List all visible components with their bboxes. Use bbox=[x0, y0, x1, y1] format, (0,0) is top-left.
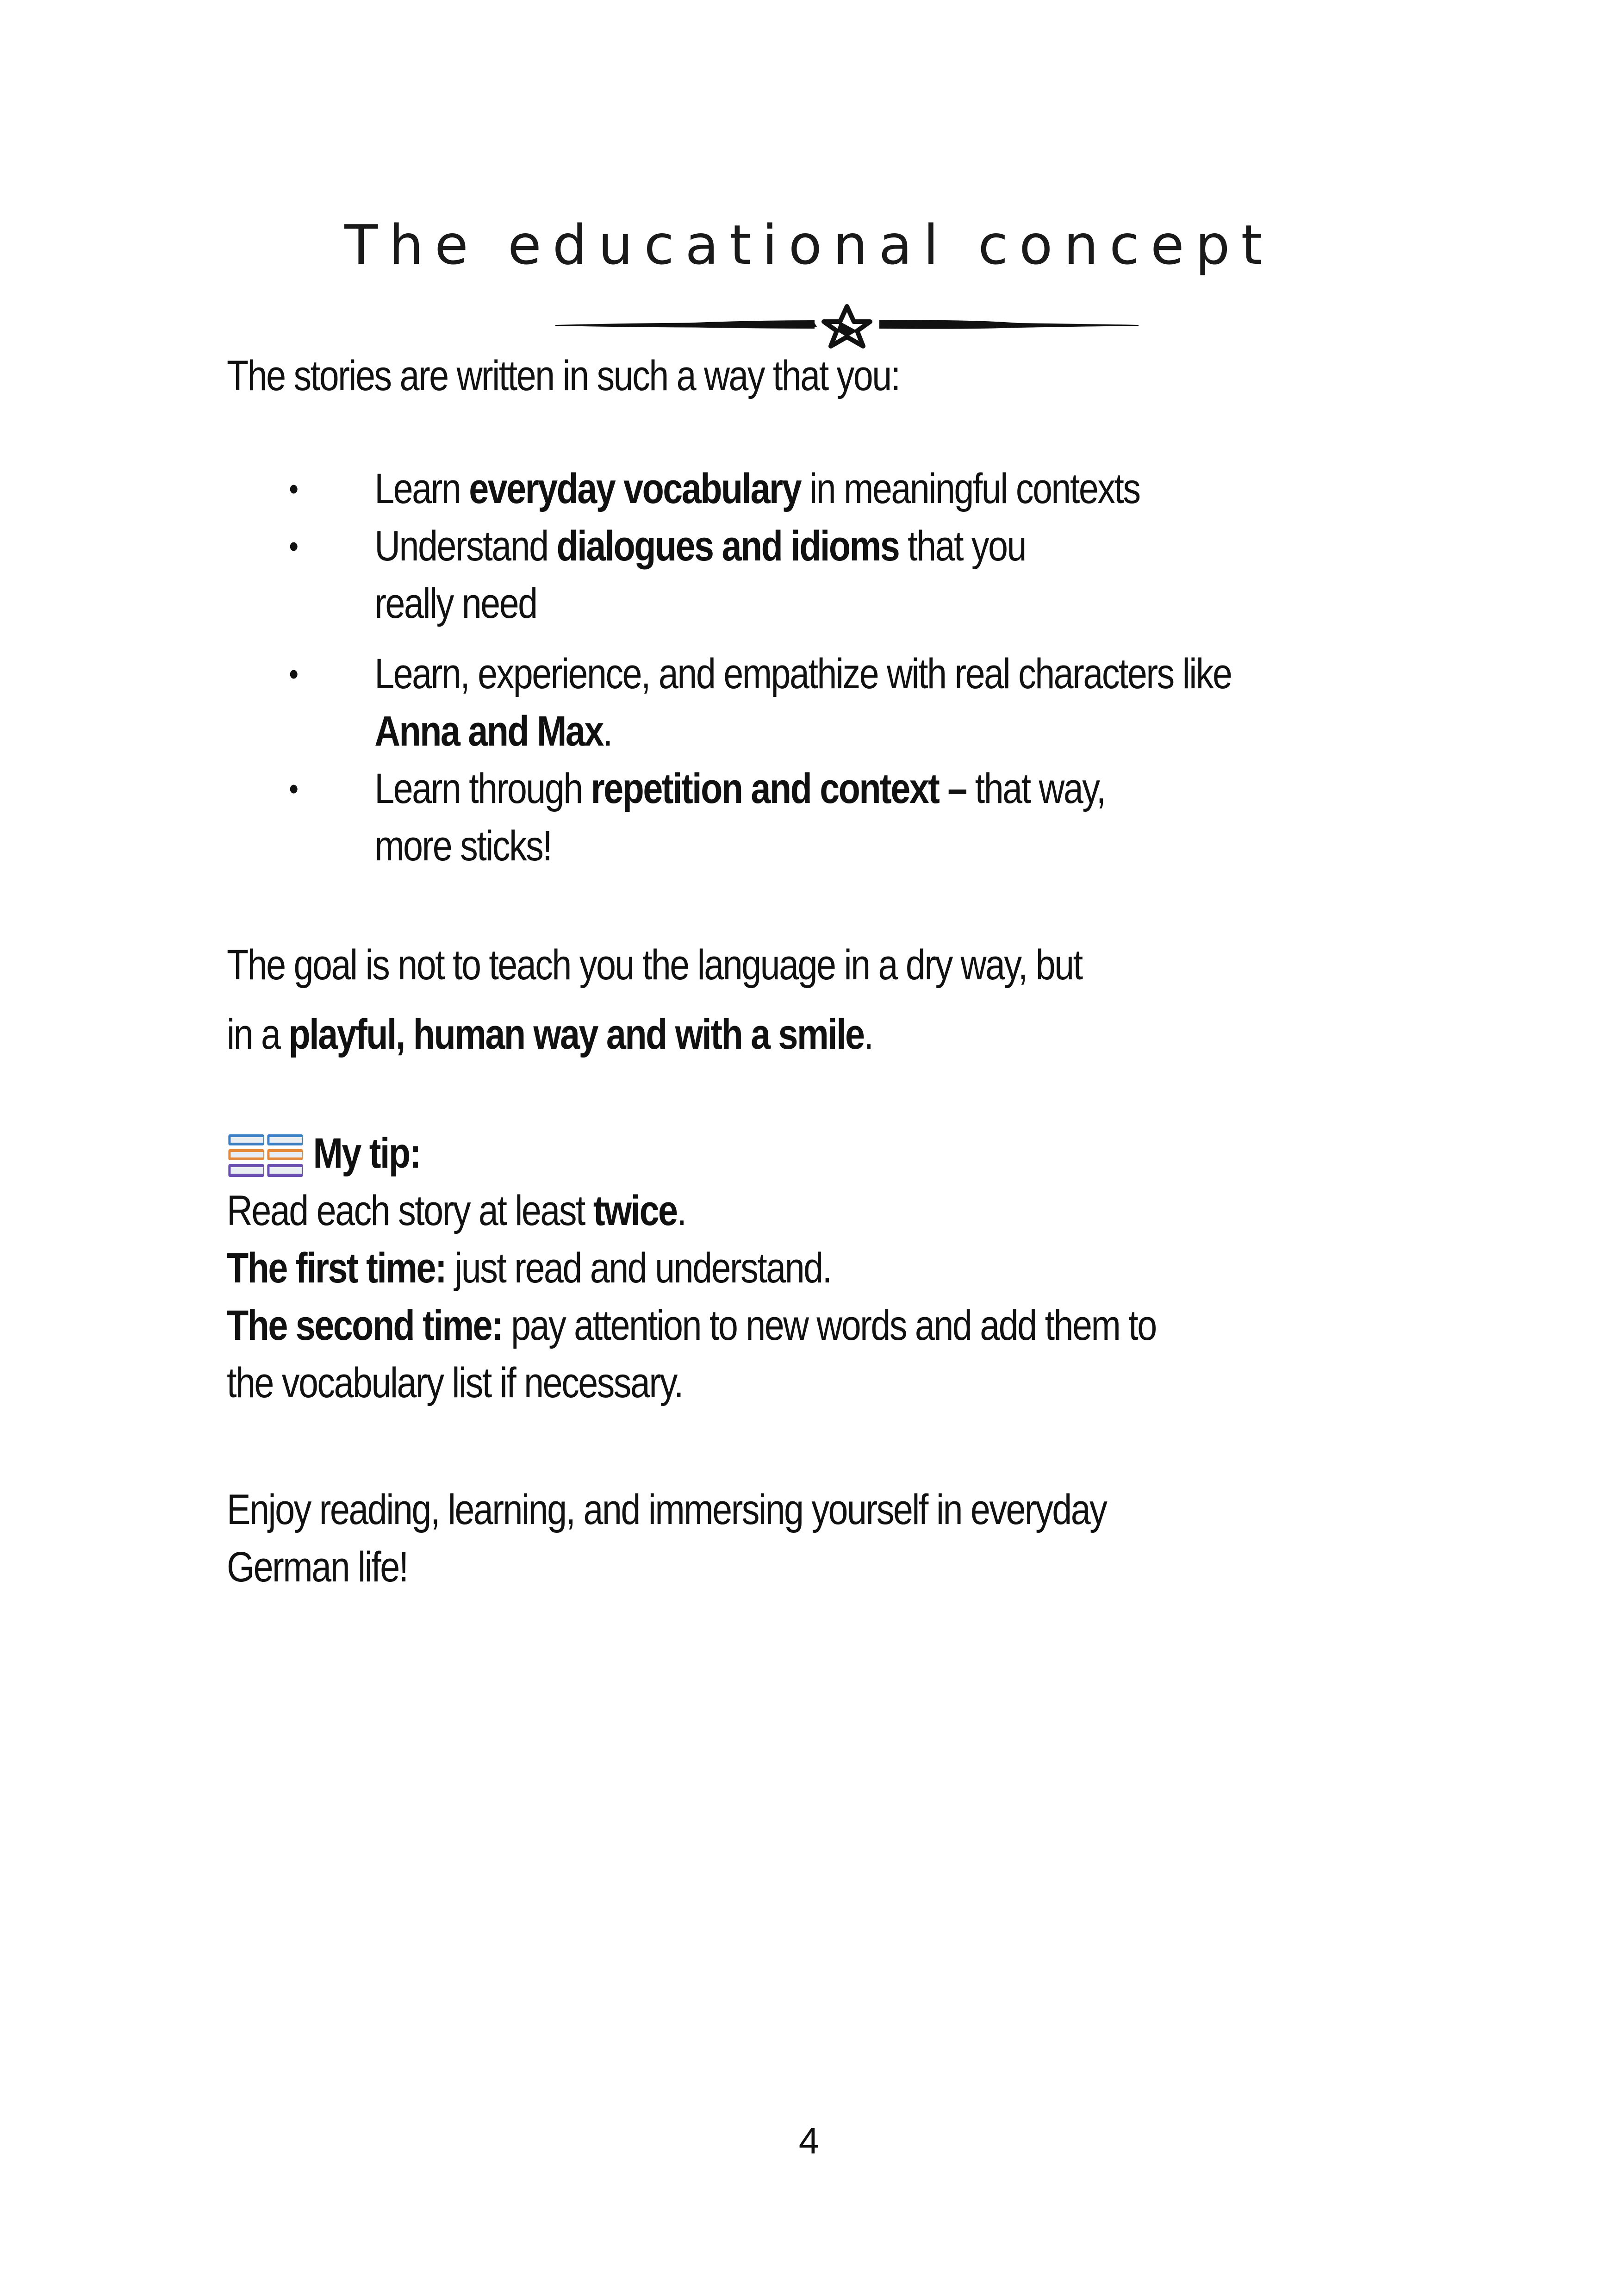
tip-line: pay attention to new words and add them to bbox=[502, 1302, 1156, 1349]
bullet-bold-text: everyday vocabulary bbox=[469, 465, 801, 512]
tip-heading-text: My tip: bbox=[313, 1130, 420, 1177]
closing-text: Enjoy reading, learning, and immersing yourself in everyday bbox=[227, 1486, 1107, 1533]
goal-text: The goal is not to teach you the language in a dry way, but bbox=[227, 941, 1082, 989]
main-content bbox=[227, 347, 1413, 1596]
tip-bold-text: twice bbox=[593, 1187, 677, 1234]
bullet-text: Learn bbox=[374, 465, 469, 512]
bullet-text: Understand bbox=[374, 523, 557, 570]
bullet-icon: • bbox=[289, 471, 298, 507]
list-item bbox=[227, 645, 1413, 760]
tip-line: . bbox=[677, 1187, 686, 1234]
goal-text: . bbox=[864, 1011, 873, 1058]
bullet-text: Learn through bbox=[374, 765, 591, 812]
closing-paragraph bbox=[227, 1481, 1413, 1596]
bullet-bold-text: Anna and Max bbox=[374, 708, 603, 755]
bullet-icon: • bbox=[289, 528, 298, 564]
tip-heading bbox=[227, 1125, 1413, 1182]
star-divider-ornament bbox=[555, 296, 1139, 352]
bullet-text: . bbox=[603, 708, 612, 755]
goal-bold-text: playful, human way and with a smile bbox=[288, 1011, 864, 1058]
intro-text: The stories are written in such a way that you: bbox=[227, 352, 900, 399]
tip-bold-text: The first time: bbox=[227, 1244, 446, 1292]
goal-text: in a bbox=[227, 1011, 289, 1058]
tip-line: the vocabulary list if necessary. bbox=[227, 1359, 683, 1406]
page-title: The educational concept bbox=[344, 213, 1274, 277]
goal-paragraph bbox=[227, 930, 1413, 1069]
tip-text bbox=[227, 1182, 1413, 1412]
page-number: 4 bbox=[798, 2120, 820, 2161]
bullet-icon: • bbox=[289, 771, 298, 807]
bullet-bold-text: dialogues and idioms bbox=[556, 523, 899, 570]
bullet-list bbox=[227, 460, 1413, 875]
list-item bbox=[227, 760, 1413, 875]
list-item bbox=[227, 460, 1413, 517]
bullet-icon: • bbox=[289, 656, 298, 692]
tip-bold-text: The second time: bbox=[227, 1302, 503, 1349]
closing-text: German life! bbox=[227, 1543, 408, 1591]
bullet-bold-text: repetition and context – bbox=[591, 765, 966, 812]
bullet-text: Learn, experience, and empathize with real characters like bbox=[374, 650, 1232, 697]
bullet-text: that way, bbox=[966, 765, 1105, 812]
tip-line: just read and understand. bbox=[446, 1244, 831, 1292]
bullet-text: that you bbox=[899, 523, 1026, 570]
bullet-text: really need bbox=[374, 580, 537, 627]
bullet-text: in meaningful contexts bbox=[801, 465, 1140, 512]
tip-line: Read each story at least bbox=[227, 1187, 593, 1234]
books-icon bbox=[227, 1131, 305, 1182]
bullet-text: more sticks! bbox=[374, 822, 552, 870]
list-item bbox=[227, 517, 1413, 632]
